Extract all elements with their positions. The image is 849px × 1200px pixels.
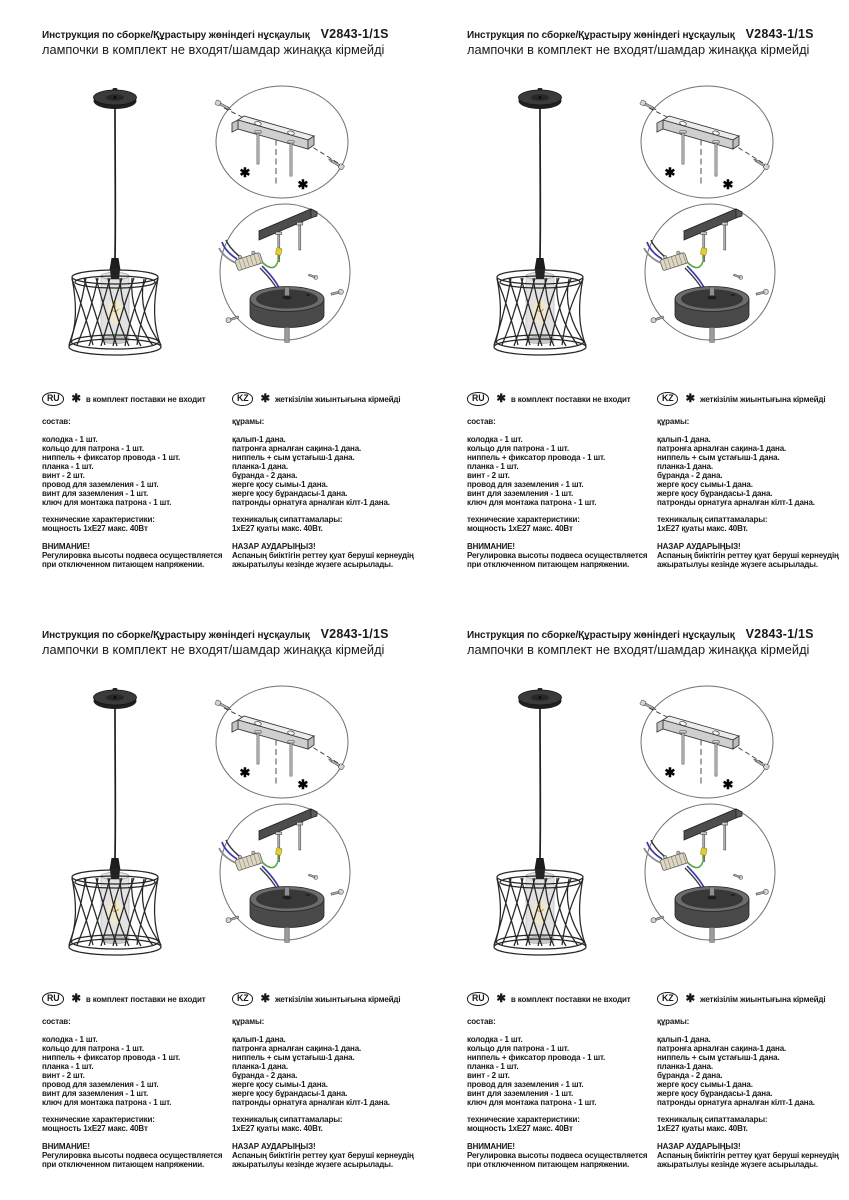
- kz-parts-list: [657, 1035, 849, 1107]
- part-item: бұранда - 2 дана.: [657, 471, 723, 480]
- ru-note-row: [467, 392, 655, 406]
- supply-wires: [644, 840, 664, 863]
- ru-specs-value: мощность 1хЕ27 макс. 40Вт: [42, 524, 148, 533]
- ru-warning-title: ВНИМАНИЕ!: [42, 1142, 90, 1151]
- kz-note: жеткізілім жиынтығына кірмейді: [699, 394, 826, 404]
- part-item: планка - 1 шт.: [42, 462, 94, 471]
- part-item: патронға арналған сақина-1 дана.: [232, 1044, 362, 1053]
- ru-section: [467, 392, 655, 569]
- kz-warning-text: Аспаның биіктігін реттеу қуат беруші кернеудің ажыратылуы кезінде жүзеге асырылады.: [232, 551, 414, 569]
- part-item: провод для заземления - 1 шт.: [467, 480, 584, 489]
- wall-dowel: [713, 141, 719, 177]
- supply-wires: [219, 240, 239, 263]
- ru-specs-title: технические характеристики:: [42, 515, 155, 524]
- header-title: Инструкция по сборке/Құрастыру жөніндегі нұсқаулық: [467, 30, 735, 41]
- ru-note-row: [42, 992, 230, 1006]
- part-item: винт для заземления - 1 шт.: [467, 489, 574, 498]
- part-item: патронға арналған сақина-1 дана.: [232, 444, 362, 453]
- asterisk-mark: ✱: [722, 777, 734, 792]
- pendant-lamp-illustration: [58, 686, 178, 968]
- ru-specs: [42, 515, 230, 533]
- ru-warning-text: Регулировка высоты подвеса осуществляется при отключенном питающем напряжении.: [467, 1151, 648, 1169]
- ground-wire: [262, 848, 282, 868]
- ru-specs-title: технические характеристики:: [42, 1115, 155, 1124]
- kz-warning-text: Аспаның биіктігін реттеу қуат беруші кернеудің ажыратылуы кезінде жүзеге асырылады.: [657, 551, 839, 569]
- asterisk-mark: ✱: [297, 777, 309, 792]
- mounting-plate: [259, 809, 317, 840]
- part-item: планка-1 дана.: [232, 462, 288, 471]
- supply-wires: [219, 840, 239, 863]
- instruction-sheet: [0, 600, 425, 1200]
- kz-specs-title: техникалық сипаттамалары:: [657, 1115, 768, 1124]
- header-title-line: [42, 627, 417, 641]
- kz-badge: KZ: [232, 992, 253, 1006]
- kz-section: [232, 392, 425, 569]
- part-item: жерге қосу бұрандасы-1 дана.: [232, 1089, 348, 1098]
- header-subtitle: лампочки в комплект не входят/шамдар жинаққа кірмейді: [467, 642, 810, 657]
- instruction-sheet: [425, 600, 849, 1200]
- ru-note: в комплект поставки не входит: [85, 994, 206, 1004]
- ru-warning-text: Регулировка высоты подвеса осуществляется при отключенном питающем напряжении.: [42, 551, 223, 569]
- part-item: жерге қосу бұрандасы-1 дана.: [232, 489, 348, 498]
- ru-section: [42, 992, 230, 1169]
- screw-icon: [331, 889, 344, 897]
- asterisk-mark: ✱: [71, 992, 81, 1005]
- screw-icon: [327, 157, 344, 170]
- kz-note-row: [232, 392, 425, 406]
- screw-icon: [756, 889, 769, 897]
- part-item: винт - 2 шт.: [467, 471, 510, 480]
- part-item: кольцо для патрона - 1 шт.: [467, 1044, 569, 1053]
- part-item: ключ для монтажа патрона - 1 шт.: [467, 1098, 597, 1107]
- part-item: планка-1 дана.: [657, 462, 713, 471]
- asterisk-mark: ✱: [496, 992, 506, 1005]
- screw-icon: [327, 757, 344, 770]
- asterisk-mark: ✱: [685, 392, 695, 405]
- kz-specs: [657, 1115, 849, 1133]
- ru-warning-title: ВНИМАНИЕ!: [467, 542, 515, 551]
- ru-specs-value: мощность 1хЕ27 макс. 40Вт: [467, 1124, 573, 1133]
- part-item: бұранда - 2 дана.: [232, 1071, 298, 1080]
- part-item: жерге қосу сымы-1 дана.: [657, 1080, 753, 1089]
- part-item: планка-1 дана.: [657, 1062, 713, 1071]
- header-subtitle: лампочки в комплект не входят/шамдар жинаққа кірмейді: [42, 42, 385, 57]
- kz-warning-text: Аспаның биіктігін реттеу қуат беруші кернеудің ажыратылуы кезінде жүзеге асырылады.: [657, 1151, 839, 1169]
- wall-dowel: [713, 741, 719, 777]
- part-item: ниппель + сым ұстағыш-1 дана.: [657, 453, 780, 462]
- kz-note: жеткізілім жиынтығына кірмейді: [274, 394, 401, 404]
- part-item: кольцо для патрона - 1 шт.: [42, 1044, 144, 1053]
- kz-parts-list: [232, 435, 425, 507]
- kz-warning: [232, 542, 425, 569]
- part-item: планка - 1 шт.: [467, 462, 519, 471]
- kz-specs-title: техникалық сипаттамалары:: [232, 515, 343, 524]
- part-item: ключ для монтажа патрона - 1 шт.: [42, 498, 172, 507]
- ru-parts-list: [467, 435, 655, 507]
- ru-warning-text: Регулировка высоты подвеса осуществляется при отключенном питающем напряжении.: [467, 551, 648, 569]
- ru-specs-title: технические характеристики:: [467, 515, 580, 524]
- part-item: жерге қосу сымы-1 дана.: [232, 1080, 328, 1089]
- asterisk-mark: ✱: [664, 165, 676, 180]
- kz-specs-title: техникалық сипаттамалары:: [232, 1115, 343, 1124]
- ground-wire: [687, 248, 707, 268]
- part-item: жерге қосу сымы-1 дана.: [232, 480, 328, 489]
- ru-specs-value: мощность 1хЕ27 макс. 40Вт: [42, 1124, 148, 1133]
- kz-specs-value: 1хЕ27 қуаты макс. 40Вт.: [657, 1124, 748, 1133]
- kz-badge: KZ: [657, 992, 678, 1006]
- screw-icon: [215, 700, 233, 712]
- asterisk-mark: ✱: [239, 165, 251, 180]
- header-title: Инструкция по сборке/Құрастыру жөніндегі нұсқаулық: [467, 630, 735, 641]
- screw-icon: [640, 700, 658, 712]
- part-item: винт - 2 шт.: [42, 471, 85, 480]
- ru-section: [42, 392, 230, 569]
- instruction-sheet: [0, 0, 425, 600]
- part-item: кольцо для патрона - 1 шт.: [42, 444, 144, 453]
- ru-parts-list: [467, 1035, 655, 1107]
- part-item: винт для заземления - 1 шт.: [467, 1089, 574, 1098]
- part-item: провод для заземления - 1 шт.: [42, 1080, 159, 1089]
- ru-parts-list: [42, 435, 230, 507]
- ru-warning-text: Регулировка высоты подвеса осуществляется при отключенном питающем напряжении.: [42, 1151, 223, 1169]
- kz-parts-title: құрамы:: [657, 1017, 690, 1026]
- ru-warning-title: ВНИМАНИЕ!: [467, 1142, 515, 1151]
- screw-icon: [733, 273, 743, 280]
- sheet-header: [467, 627, 842, 657]
- screw-icon: [752, 157, 769, 170]
- kz-note-row: [657, 392, 849, 406]
- ground-wire: [262, 248, 282, 268]
- part-item: бұранда - 2 дана.: [232, 471, 298, 480]
- part-item: винт для заземления - 1 шт.: [42, 489, 149, 498]
- screw-icon: [752, 757, 769, 770]
- sheet-header: [42, 627, 417, 657]
- sheet-header: [467, 27, 842, 57]
- kz-section: [657, 992, 849, 1169]
- part-item: патронды орнатуға арналған кілт-1 дана.: [232, 1098, 390, 1107]
- kz-specs-value: 1хЕ27 қуаты макс. 40Вт.: [657, 524, 748, 533]
- part-item: планка-1 дана.: [232, 1062, 288, 1071]
- ru-note-row: [42, 392, 230, 406]
- kz-parts-title: құрамы:: [232, 417, 265, 426]
- part-item: планка - 1 шт.: [467, 1062, 519, 1071]
- ru-warning: [467, 542, 655, 569]
- part-item: винт - 2 шт.: [42, 1071, 85, 1080]
- kz-warning-text: Аспаның биіктігін реттеу қуат беруші кернеудің ажыратылуы кезінде жүзеге асырылады.: [232, 1151, 414, 1169]
- mounting-plate: [657, 716, 739, 749]
- screw-icon: [225, 314, 239, 323]
- part-item: ниппель + сым ұстағыш-1 дана.: [657, 1053, 780, 1062]
- ru-note: в комплект поставки не входит: [510, 394, 631, 404]
- asterisk-mark: ✱: [496, 392, 506, 405]
- part-item: бұранда - 2 дана.: [657, 1071, 723, 1080]
- part-item: провод для заземления - 1 шт.: [42, 480, 159, 489]
- screw-icon: [215, 100, 233, 112]
- ru-specs-title: технические характеристики:: [467, 1115, 580, 1124]
- part-item: провод для заземления - 1 шт.: [467, 1080, 584, 1089]
- kz-warning-title: НАЗАР АУДАРЫҢЫЗ!: [232, 1142, 316, 1151]
- header-title-line: [42, 27, 417, 41]
- mounting-plate: [657, 116, 739, 149]
- mounting-plate: [684, 809, 742, 840]
- terminal-block: [659, 249, 688, 271]
- kz-specs-value: 1хЕ27 қуаты макс. 40Вт.: [232, 524, 323, 533]
- part-item: ниппель + фиксатор провода - 1 шт.: [42, 1053, 181, 1062]
- mounting-bracket-diagram: [637, 84, 777, 202]
- mounting-bracket-diagram: [637, 684, 777, 802]
- asterisk-mark: ✱: [260, 392, 270, 405]
- ru-note: в комплект поставки не входит: [510, 994, 631, 1004]
- part-item: винт для заземления - 1 шт.: [42, 1089, 149, 1098]
- kz-badge: KZ: [232, 392, 253, 406]
- asterisk-mark: ✱: [260, 992, 270, 1005]
- ru-section: [467, 992, 655, 1169]
- part-item: кольцо для патрона - 1 шт.: [467, 444, 569, 453]
- supply-wires: [644, 240, 664, 263]
- part-item: колодка - 1 шт.: [42, 435, 98, 444]
- kz-warning-title: НАЗАР АУДАРЫҢЫЗ!: [657, 1142, 741, 1151]
- pendant-lamp-illustration: [58, 86, 178, 368]
- ru-parts-title: состав:: [42, 417, 71, 426]
- mounting-plate: [232, 716, 314, 749]
- part-item: винт - 2 шт.: [467, 1071, 510, 1080]
- ru-warning-title: ВНИМАНИЕ!: [42, 542, 90, 551]
- part-item: ниппель + сым ұстағыш-1 дана.: [232, 453, 355, 462]
- screw-icon: [331, 289, 344, 297]
- ru-parts-title: состав:: [467, 417, 496, 426]
- wall-dowel: [288, 741, 294, 777]
- ru-specs: [467, 515, 655, 533]
- instruction-sheet: [425, 0, 849, 600]
- ru-specs: [42, 1115, 230, 1133]
- model-number: V2843-1/1S: [745, 27, 814, 41]
- mounting-plate: [259, 209, 317, 240]
- screw-icon: [756, 289, 769, 297]
- part-item: қалып-1 дана.: [657, 435, 711, 444]
- mounting-plate: [232, 116, 314, 149]
- ru-warning: [42, 542, 230, 569]
- header-title: Инструкция по сборке/Құрастыру жөніндегі нұсқаулық: [42, 630, 310, 641]
- kz-section: [657, 392, 849, 569]
- model-number: V2843-1/1S: [320, 27, 389, 41]
- part-item: жерге қосу сымы-1 дана.: [657, 480, 753, 489]
- ru-parts-title: состав:: [42, 1017, 71, 1026]
- lamp-socket: [110, 258, 121, 270]
- kz-badge: KZ: [657, 392, 678, 406]
- kz-note-row: [657, 992, 849, 1006]
- wall-dowel: [288, 141, 294, 177]
- part-item: ключ для монтажа патрона - 1 шт.: [42, 1098, 172, 1107]
- kz-parts-list: [657, 435, 849, 507]
- canopy-wiring-diagram: [215, 199, 355, 345]
- kz-section: [232, 992, 425, 1169]
- ru-badge: RU: [467, 392, 489, 406]
- screw-icon: [650, 914, 664, 923]
- part-item: патронды орнатуға арналған кілт-1 дана.: [232, 498, 390, 507]
- kz-note-row: [232, 992, 425, 1006]
- kz-warning: [232, 1142, 425, 1169]
- kz-parts-list: [232, 1035, 425, 1107]
- part-item: жерге қосу бұрандасы-1 дана.: [657, 489, 773, 498]
- ru-note-row: [467, 992, 655, 1006]
- screw-icon: [225, 914, 239, 923]
- header-subtitle: лампочки в комплект не входят/шамдар жинаққа кірмейді: [42, 642, 385, 657]
- part-item: ниппель + сым ұстағыш-1 дана.: [232, 1053, 355, 1062]
- kz-parts-title: құрамы:: [232, 1017, 265, 1026]
- terminal-block: [234, 249, 263, 271]
- part-item: ниппель + фиксатор провода - 1 шт.: [42, 453, 181, 462]
- screw-icon: [640, 100, 658, 112]
- model-number: V2843-1/1S: [320, 627, 389, 641]
- ground-wire: [687, 848, 707, 868]
- part-item: қалып-1 дана.: [232, 435, 286, 444]
- pendant-lamp-illustration: [483, 686, 603, 968]
- canopy-wiring-diagram: [215, 799, 355, 945]
- asterisk-mark: ✱: [239, 765, 251, 780]
- ru-specs-value: мощность 1хЕ27 макс. 40Вт: [467, 524, 573, 533]
- part-item: қалып-1 дана.: [657, 1035, 711, 1044]
- part-item: патронды орнатуға арналған кілт-1 дана.: [657, 498, 815, 507]
- ru-parts-title: состав:: [467, 1017, 496, 1026]
- ru-parts-list: [42, 1035, 230, 1107]
- kz-specs: [657, 515, 849, 533]
- part-item: патронға арналған сақина-1 дана.: [657, 1044, 787, 1053]
- screw-icon: [650, 314, 664, 323]
- canopy-wiring-diagram: [640, 799, 780, 945]
- part-item: қалып-1 дана.: [232, 1035, 286, 1044]
- terminal-block: [659, 849, 688, 871]
- part-item: ниппель + фиксатор провода - 1 шт.: [467, 453, 606, 462]
- sheet-header: [42, 27, 417, 57]
- kz-note: жеткізілім жиынтығына кірмейді: [274, 994, 401, 1004]
- model-number: V2843-1/1S: [745, 627, 814, 641]
- part-item: патронға арналған сақина-1 дана.: [657, 444, 787, 453]
- part-item: ключ для монтажа патрона - 1 шт.: [467, 498, 597, 507]
- terminal-block: [234, 849, 263, 871]
- ru-warning: [42, 1142, 230, 1169]
- asterisk-mark: ✱: [685, 992, 695, 1005]
- asterisk-mark: ✱: [722, 177, 734, 192]
- lamp-socket: [535, 258, 546, 270]
- part-item: ниппель + фиксатор провода - 1 шт.: [467, 1053, 606, 1062]
- ru-badge: RU: [467, 992, 489, 1006]
- asterisk-mark: ✱: [297, 177, 309, 192]
- mounting-bracket-diagram: [212, 684, 352, 802]
- kz-warning-title: НАЗАР АУДАРЫҢЫЗ!: [657, 542, 741, 551]
- ru-badge: RU: [42, 992, 64, 1006]
- screw-icon: [733, 873, 743, 880]
- kz-specs-value: 1хЕ27 қуаты макс. 40Вт.: [232, 1124, 323, 1133]
- ru-badge: RU: [42, 392, 64, 406]
- asterisk-mark: ✱: [71, 392, 81, 405]
- part-item: колодка - 1 шт.: [467, 1035, 523, 1044]
- asterisk-mark: ✱: [664, 765, 676, 780]
- mounting-plate: [684, 209, 742, 240]
- kz-warning-title: НАЗАР АУДАРЫҢЫЗ!: [232, 542, 316, 551]
- ru-specs: [467, 1115, 655, 1133]
- pendant-lamp-illustration: [483, 86, 603, 368]
- lamp-socket: [535, 858, 546, 870]
- canopy-wiring-diagram: [640, 199, 780, 345]
- kz-specs: [232, 515, 425, 533]
- kz-specs: [232, 1115, 425, 1133]
- kz-warning: [657, 542, 849, 569]
- part-item: патронды орнатуға арналған кілт-1 дана.: [657, 1098, 815, 1107]
- header-title: Инструкция по сборке/Құрастыру жөніндегі нұсқаулық: [42, 30, 310, 41]
- kz-specs-title: техникалық сипаттамалары:: [657, 515, 768, 524]
- header-subtitle: лампочки в комплект не входят/шамдар жинаққа кірмейді: [467, 42, 810, 57]
- header-title-line: [467, 27, 842, 41]
- header-title-line: [467, 627, 842, 641]
- part-item: колодка - 1 шт.: [42, 1035, 98, 1044]
- ru-note: в комплект поставки не входит: [85, 394, 206, 404]
- mounting-bracket-diagram: [212, 84, 352, 202]
- screw-icon: [308, 873, 318, 880]
- kz-note: жеткізілім жиынтығына кірмейді: [699, 994, 826, 1004]
- screw-icon: [308, 273, 318, 280]
- kz-parts-title: құрамы:: [657, 417, 690, 426]
- kz-warning: [657, 1142, 849, 1169]
- part-item: жерге қосу бұрандасы-1 дана.: [657, 1089, 773, 1098]
- ru-warning: [467, 1142, 655, 1169]
- part-item: колодка - 1 шт.: [467, 435, 523, 444]
- lamp-socket: [110, 858, 121, 870]
- part-item: планка - 1 шт.: [42, 1062, 94, 1071]
